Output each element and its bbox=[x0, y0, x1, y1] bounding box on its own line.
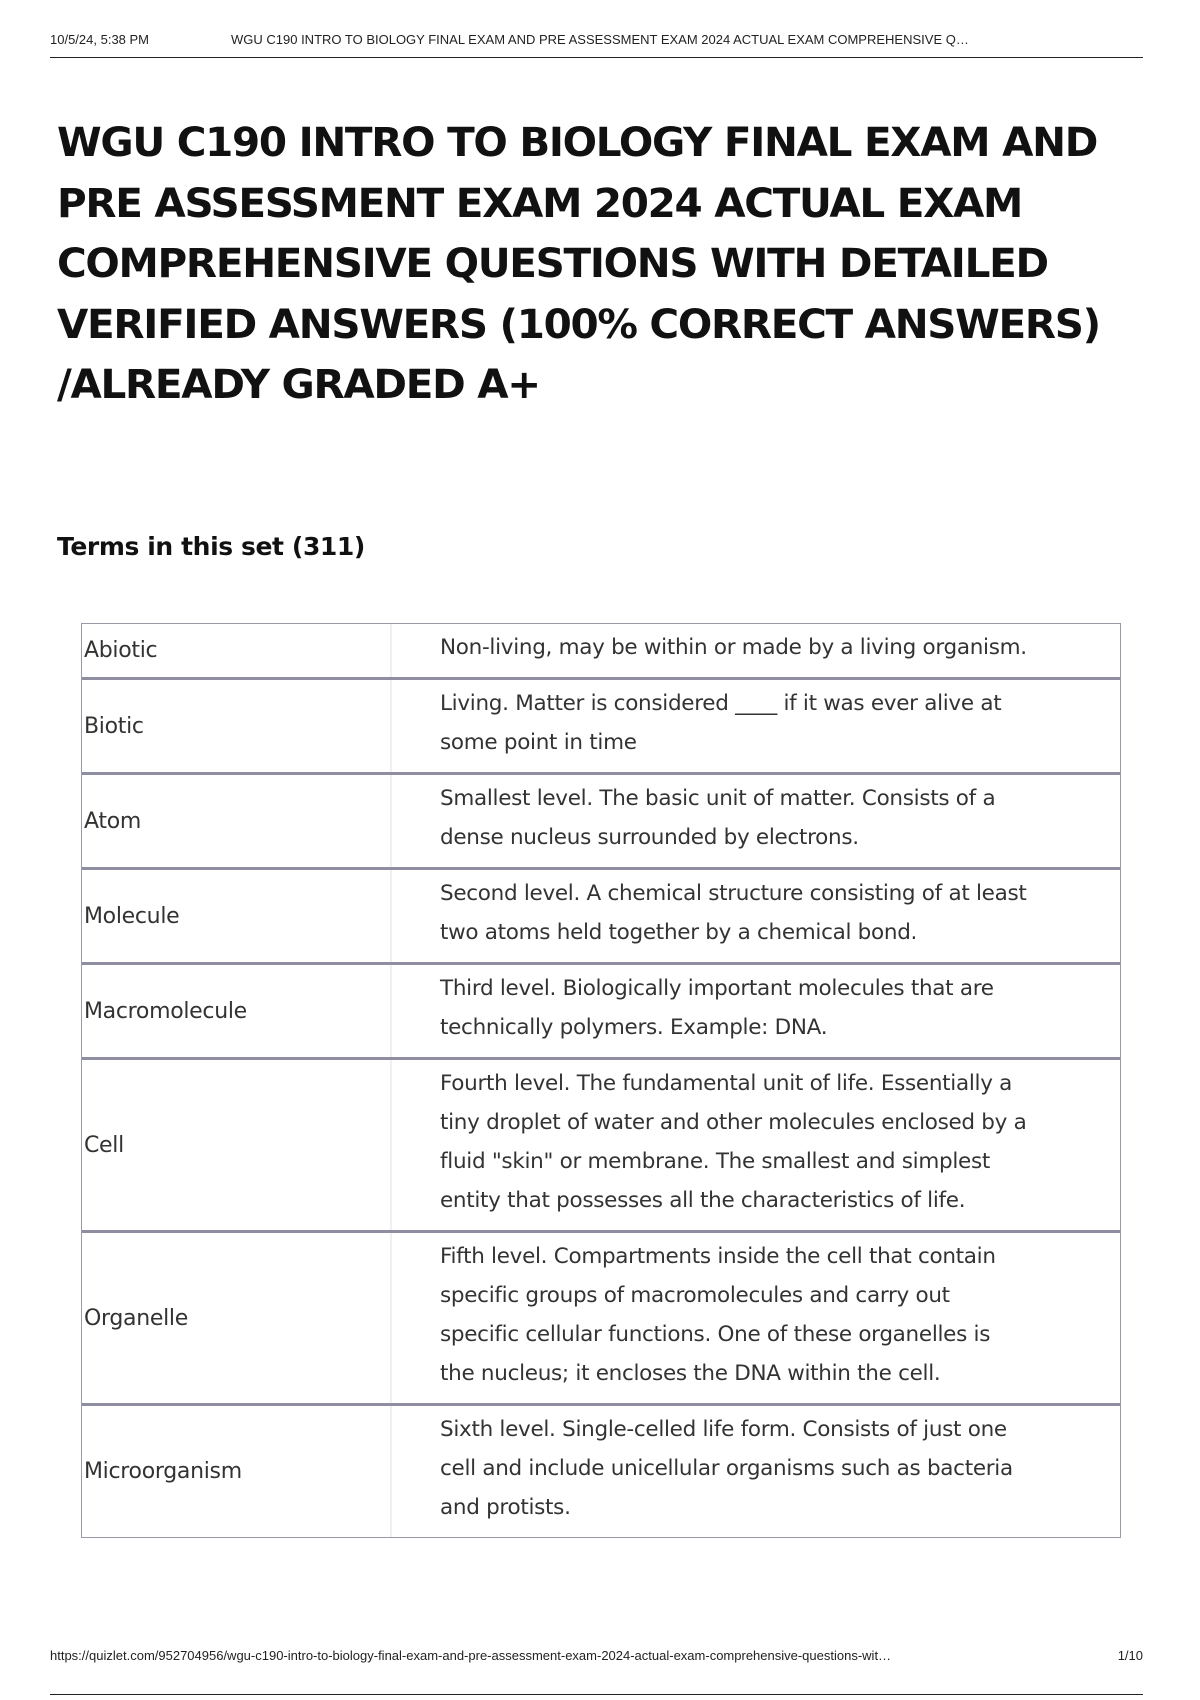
term-cell: Macromolecule bbox=[82, 965, 392, 1057]
term-row bbox=[82, 965, 1120, 1060]
term-cell: Cell bbox=[82, 1060, 392, 1230]
term-row bbox=[82, 624, 1120, 680]
definition-cell: Sixth level. Single-celled life form. Consists of just one cell and include unicellular organisms such as bacteria and protists. bbox=[440, 1417, 1013, 1520]
source-url: https://quizlet.com/952704956/wgu-c190-intro-to-biology-final-exam-and-pre-assessment-exam-2024-actual-exam-comprehensive-questions-wit… bbox=[50, 1648, 892, 1663]
page-number: 1/10 bbox=[1117, 1648, 1143, 1663]
term-cell: Microorganism bbox=[82, 1406, 392, 1537]
definition-cell: Third level. Biologically important molecules that are technically polymers. Example: DNA. bbox=[440, 976, 994, 1040]
print-doc-title: WGU C190 INTRO TO BIOLOGY FINAL EXAM AND PRE ASSESSMENT EXAM 2024 ACTUAL EXAM COMPREHENSIVE Q… bbox=[231, 32, 969, 47]
print-header bbox=[50, 30, 1143, 58]
definition-cell: Smallest level. The basic unit of matter. Consists of a dense nucleus surrounded by electrons. bbox=[440, 786, 996, 850]
definition-cell: Fifth level. Compartments inside the cell that contain specific groups of macromolecules and carry out specific cellular functions. One of these organelles is the nucleus; it encloses the DNA within the cell. bbox=[440, 1244, 996, 1386]
definition-cell: Second level. A chemical structure consisting of at least two atoms held together by a chemical bond. bbox=[440, 881, 1027, 945]
definition-cell: Fourth level. The fundamental unit of life. Essentially a tiny droplet of water and other molecules enclosed by a fluid "skin" or membrane. The smallest and simplest entity that possesses all the characteristics of life. bbox=[440, 1071, 1027, 1213]
term-row bbox=[82, 1233, 1120, 1406]
term-row bbox=[82, 870, 1120, 965]
term-row bbox=[82, 680, 1120, 775]
definition-cell: Non-living, may be within or made by a living organism. bbox=[440, 635, 1027, 660]
term-row bbox=[82, 1406, 1120, 1538]
term-cell: Molecule bbox=[82, 870, 392, 962]
terms-table bbox=[81, 623, 1121, 1538]
definition-cell: Living. Matter is considered ____ if it was ever alive at some point in time bbox=[440, 691, 1002, 755]
term-cell: Atom bbox=[82, 775, 392, 867]
term-cell: Abiotic bbox=[82, 624, 392, 677]
footer-divider bbox=[50, 1694, 1143, 1695]
print-datetime: 10/5/24, 5:38 PM bbox=[50, 32, 150, 47]
term-cell: Organelle bbox=[82, 1233, 392, 1403]
term-cell: Biotic bbox=[82, 680, 392, 772]
term-row bbox=[82, 1060, 1120, 1233]
term-row bbox=[82, 775, 1120, 870]
terms-heading: Terms in this set (311) bbox=[57, 532, 365, 561]
page-title: WGU C190 INTRO TO BIOLOGY FINAL EXAM AND PRE ASSESSMENT EXAM 2024 ACTUAL EXAM COMPREHENSIVE QUESTIONS WITH DETAILED VERIFIED ANSWERS (100% CORRECT ANSWERS) /ALREADY GRADED A+ bbox=[57, 118, 1100, 408]
